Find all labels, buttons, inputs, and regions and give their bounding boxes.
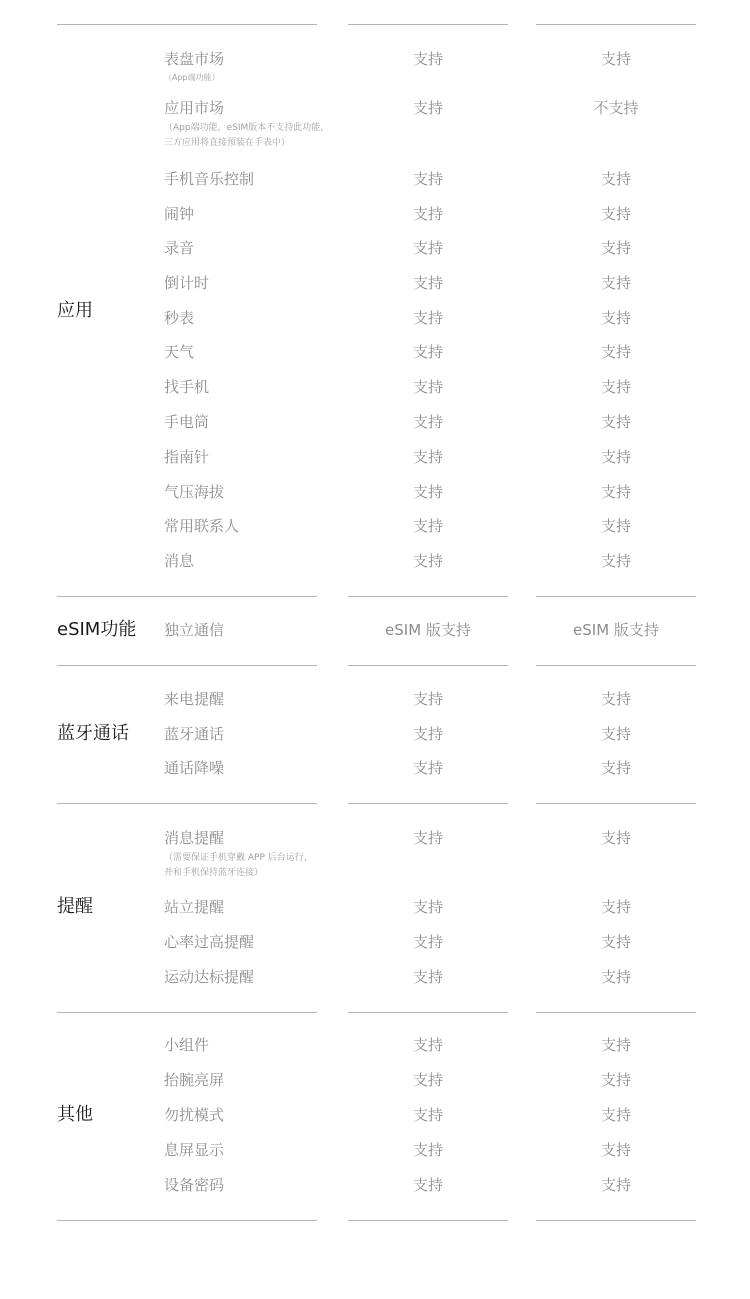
support-value-model-1: 支持 [412,933,443,951]
feature-name: 手机音乐控制 [164,170,255,188]
feature-name: 气压海拔 [164,483,225,501]
feature-name: 站立提醒 [164,898,225,916]
support-value-model-2: 支持 [600,170,631,188]
divider-line [536,1220,696,1221]
feature-note: （App端功能，eSIM版本不支持此功能， [164,123,330,133]
support-value-model-1: 支持 [412,205,443,223]
support-value-model-1: 支持 [412,552,443,570]
category-label: eSIM功能 [57,619,137,640]
feature-note: （App端功能） [164,73,220,82]
support-value-model-2: 支持 [600,552,631,570]
support-value-model-1: 支持 [412,448,443,466]
feature-name: 通话降噪 [164,759,225,777]
feature-name: 设备密码 [164,1176,225,1194]
support-value-model-2: 支持 [600,309,631,327]
feature-name: 表盘市场 [164,50,225,68]
feature-name: 天气 [164,343,195,361]
support-value-model-2: 支持 [600,378,631,396]
divider-line [57,24,317,25]
feature-name: 找手机 [164,378,210,396]
feature-name: 心率过高提醒 [164,933,255,951]
divider-line [57,665,317,666]
feature-name: 独立通信 [164,621,225,639]
support-value-model-1: eSIM 版支持 [385,621,471,639]
support-value-model-2: 支持 [600,343,631,361]
feature-name: 抬腕亮屏 [164,1071,225,1089]
support-value-model-2: 支持 [600,517,631,535]
divider-line [57,1012,317,1013]
support-value-model-1: 支持 [412,274,443,292]
feature-name: 倒计时 [164,274,210,292]
support-value-model-2: 支持 [600,50,631,68]
support-value-model-1: 支持 [412,50,443,68]
support-value-model-2: 支持 [600,933,631,951]
divider-line [348,803,508,804]
feature-name: 常用联系人 [164,517,240,535]
support-value-model-2: 支持 [600,898,631,916]
feature-name: 消息 [164,552,195,570]
support-value-model-2: 支持 [600,1071,631,1089]
support-value-model-1: 支持 [412,413,443,431]
divider-line [57,596,317,597]
feature-name: 蓝牙通话 [164,725,225,743]
support-value-model-1: 支持 [412,343,443,361]
support-value-model-2: 支持 [600,413,631,431]
feature-name: 指南针 [164,448,210,466]
support-value-model-1: 支持 [412,690,443,708]
category-label: 提醒 [57,896,93,917]
support-value-model-2: 支持 [600,759,631,777]
support-value-model-2: 支持 [600,274,631,292]
support-value-model-1: 支持 [412,725,443,743]
divider-line [57,803,317,804]
feature-name: 小组件 [164,1036,210,1054]
divider-line [536,596,696,597]
support-value-model-1: 支持 [412,517,443,535]
feature-name: 闹钟 [164,205,195,223]
feature-name: 勿扰模式 [164,1106,225,1124]
support-value-model-2: 支持 [600,205,631,223]
divider-line [348,1220,508,1221]
feature-name: 消息提醒 [164,829,225,847]
divider-line [536,665,696,666]
support-value-model-2: 支持 [600,725,631,743]
support-value-model-1: 支持 [412,239,443,257]
support-value-model-1: 支持 [412,170,443,188]
feature-name: 手电筒 [164,413,210,431]
support-value-model-1: 支持 [412,1071,443,1089]
feature-note: （需要保证手机穿戴 APP 后台运行， [164,853,313,863]
feature-name: 秒表 [164,309,195,327]
support-value-model-1: 支持 [412,309,443,327]
divider-line [536,1012,696,1013]
support-value-model-1: 支持 [412,1036,443,1054]
feature-name: 来电提醒 [164,690,225,708]
support-value-model-2: 支持 [600,1106,631,1124]
feature-name: 运动达标提醒 [164,968,255,986]
support-value-model-1: 支持 [412,1176,443,1194]
category-label: 应用 [57,300,93,321]
divider-line [348,1012,508,1013]
feature-note: 三方应用将直接预装在手表中） [164,138,291,148]
support-value-model-1: 支持 [412,829,443,847]
category-label: 其他 [57,1104,93,1125]
feature-name: 应用市场 [164,99,225,117]
divider-line [348,665,508,666]
support-value-model-1: 支持 [412,968,443,986]
category-label: 蓝牙通话 [57,723,129,744]
divider-line [536,24,696,25]
support-value-model-1: 支持 [412,378,443,396]
support-value-model-2: 支持 [600,1036,631,1054]
support-value-model-2: 支持 [600,483,631,501]
support-value-model-2: 支持 [600,968,631,986]
divider-line [57,1220,317,1221]
support-value-model-2: 不支持 [593,99,639,117]
feature-note: 并和手机保持蓝牙连接） [164,868,264,878]
support-value-model-1: 支持 [412,1141,443,1159]
support-value-model-1: 支持 [412,898,443,916]
support-value-model-1: 支持 [412,759,443,777]
feature-name: 录音 [164,239,195,257]
support-value-model-2: 支持 [600,239,631,257]
divider-line [348,596,508,597]
support-value-model-1: 支持 [412,483,443,501]
support-value-model-1: 支持 [412,1106,443,1124]
feature-name: 息屏显示 [164,1141,225,1159]
support-value-model-2: 支持 [600,829,631,847]
support-value-model-2: 支持 [600,1176,631,1194]
support-value-model-2: 支持 [600,1141,631,1159]
divider-line [536,803,696,804]
support-value-model-1: 支持 [412,99,443,117]
support-value-model-2: 支持 [600,690,631,708]
support-value-model-2: 支持 [600,448,631,466]
support-value-model-2: eSIM 版支持 [573,621,659,639]
divider-line [348,24,508,25]
